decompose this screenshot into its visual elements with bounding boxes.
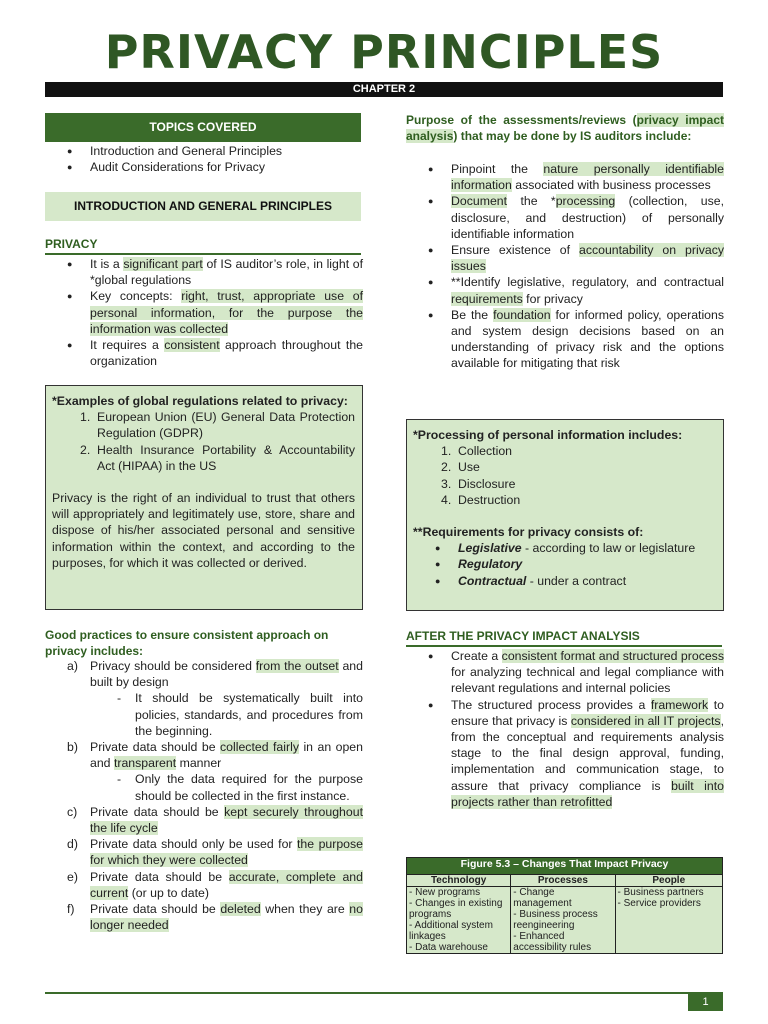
chapter-bar: CHAPTER 2: [45, 82, 723, 97]
list-item: ● Ensure existence of accountability on privacy issues: [406, 242, 724, 274]
privacy-list: [45, 256, 363, 369]
list-item: b) Private data should be collected fairly in an open and transparent manner: [67, 740, 363, 771]
after-list: [406, 648, 724, 810]
list-item: 4. Destruction: [441, 492, 521, 507]
figure-caption: Figure 5.3 – Changes That Impact Privacy: [407, 858, 723, 875]
requirements-heading: **Requirements for privacy consists of:: [413, 525, 644, 540]
list-item: f) Private data should be deleted when they are no longer needed: [67, 902, 363, 933]
list-item: 2. Health Insurance Portability & Accountability Act (HIPAA) in the US: [80, 442, 355, 473]
list-item: ● The structured process provides a framework to ensure that privacy is considered in all IT projects, from the conceptual and requirements analysis stage to the final design approval, funding, implementation and communication stage, to assure that privacy compliance is built into projects rather than retrofitted: [406, 697, 724, 810]
column-header: Technology: [407, 875, 511, 887]
list-item: 1. European Union (EU) General Data Protection Regulation (GDPR): [80, 410, 355, 441]
processing-box: [406, 419, 724, 611]
figure-table: [406, 857, 723, 954]
list-item: 3. Disclosure: [441, 476, 516, 491]
good-practices-heading: Good practices to ensure consistent approach on privacy includes:: [45, 628, 329, 658]
list-item: ● Regulatory: [413, 556, 716, 572]
list-item: ● Introduction and General Principles: [45, 143, 363, 159]
list-item: ● Create a consistent format and structured process for analyzing technical and legal compliance with relevant regulations and internal policies: [406, 648, 724, 697]
people-cell: - Business partners - Service providers: [615, 887, 722, 954]
list-item: ● Document the *processing (collection, use, disclosure, and destruction) of personally identifiable information: [406, 193, 724, 242]
divider: [406, 645, 722, 647]
footer-divider: [45, 992, 723, 994]
examples-heading: *Examples of global regulations related to privacy:: [52, 394, 348, 408]
list-item: ● Contractual - under a contract: [413, 573, 716, 589]
processing-heading: *Processing of personal information includes:: [413, 428, 683, 442]
after-heading: AFTER THE PRIVACY IMPACT ANALYSIS: [406, 629, 640, 643]
list-item: e) Private data should be accurate, complete and current (or up to date): [67, 869, 363, 900]
page-title: PRIVACY PRINCIPLES: [104, 25, 664, 79]
list-item: ● Pinpoint the nature personally identifiable information associated with business processes: [406, 161, 724, 193]
list-item: ● It is a significant part of IS auditor’s role, in light of *global regulations: [45, 256, 363, 288]
divider: [45, 253, 361, 255]
list-item: ● It requires a consistent approach throughout the organization: [45, 337, 363, 369]
topics-heading: TOPICS COVERED: [45, 113, 361, 142]
technology-cell: - New programs - Changes in existing programs - Additional system linkages - Data warehouse: [407, 887, 511, 954]
privacy-definition: Privacy is the right of an individual to trust that others will appropriately and legitimately use, store, share and dispose of his/her associated personal and sensitive information within the context, and according to the purposes, for which it was collected or derived.: [52, 491, 355, 570]
list-item: ● Be the foundation for informed policy, operations and system design decisions based on an understanding of privacy risk and the options available for mitigating that risk: [406, 307, 724, 372]
list-item: d) Private data should only be used for the purpose for which they were collected: [67, 837, 364, 868]
column-header: People: [615, 875, 722, 887]
good-practices-list: [45, 658, 363, 933]
list-item: ● **Identify legislative, regulatory, and contractual requirements for privacy: [406, 274, 724, 306]
page-number: 1: [688, 993, 723, 1011]
examples-box: [45, 385, 363, 610]
list-item: c) Private data should be kept securely throughout the life cycle: [67, 804, 363, 836]
list-item: ● Audit Considerations for Privacy: [45, 159, 363, 175]
processes-cell: - Change management - Business process reengineering - Enhanced accessibility rules: [511, 887, 615, 954]
purpose-list: [406, 161, 724, 372]
list-item: ● Legislative - according to law or legislature: [413, 540, 716, 556]
column-header: Processes: [511, 875, 615, 887]
list-item: 1. Collection: [441, 444, 512, 459]
purpose-heading: Purpose of the assessments/reviews (privacy impact analysis) that may be done by IS auditors include:: [406, 113, 724, 144]
sub-item: - Only the data required for the purpose should be collected in the first instance.: [45, 771, 363, 803]
intro-heading: INTRODUCTION AND GENERAL PRINCIPLES: [45, 192, 361, 221]
list-item: ● Key concepts: right, trust, appropriate use of personal information, for the purpose the information was collected: [45, 288, 363, 337]
sub-item: - It should be systematically built into policies, standards, and procedures from the beginning.: [45, 690, 363, 739]
topics-list: [45, 143, 363, 175]
privacy-heading: PRIVACY: [45, 237, 98, 251]
list-item: 2. Use: [441, 460, 480, 475]
list-item: a) Privacy should be considered from the outset and built by design: [67, 659, 363, 690]
